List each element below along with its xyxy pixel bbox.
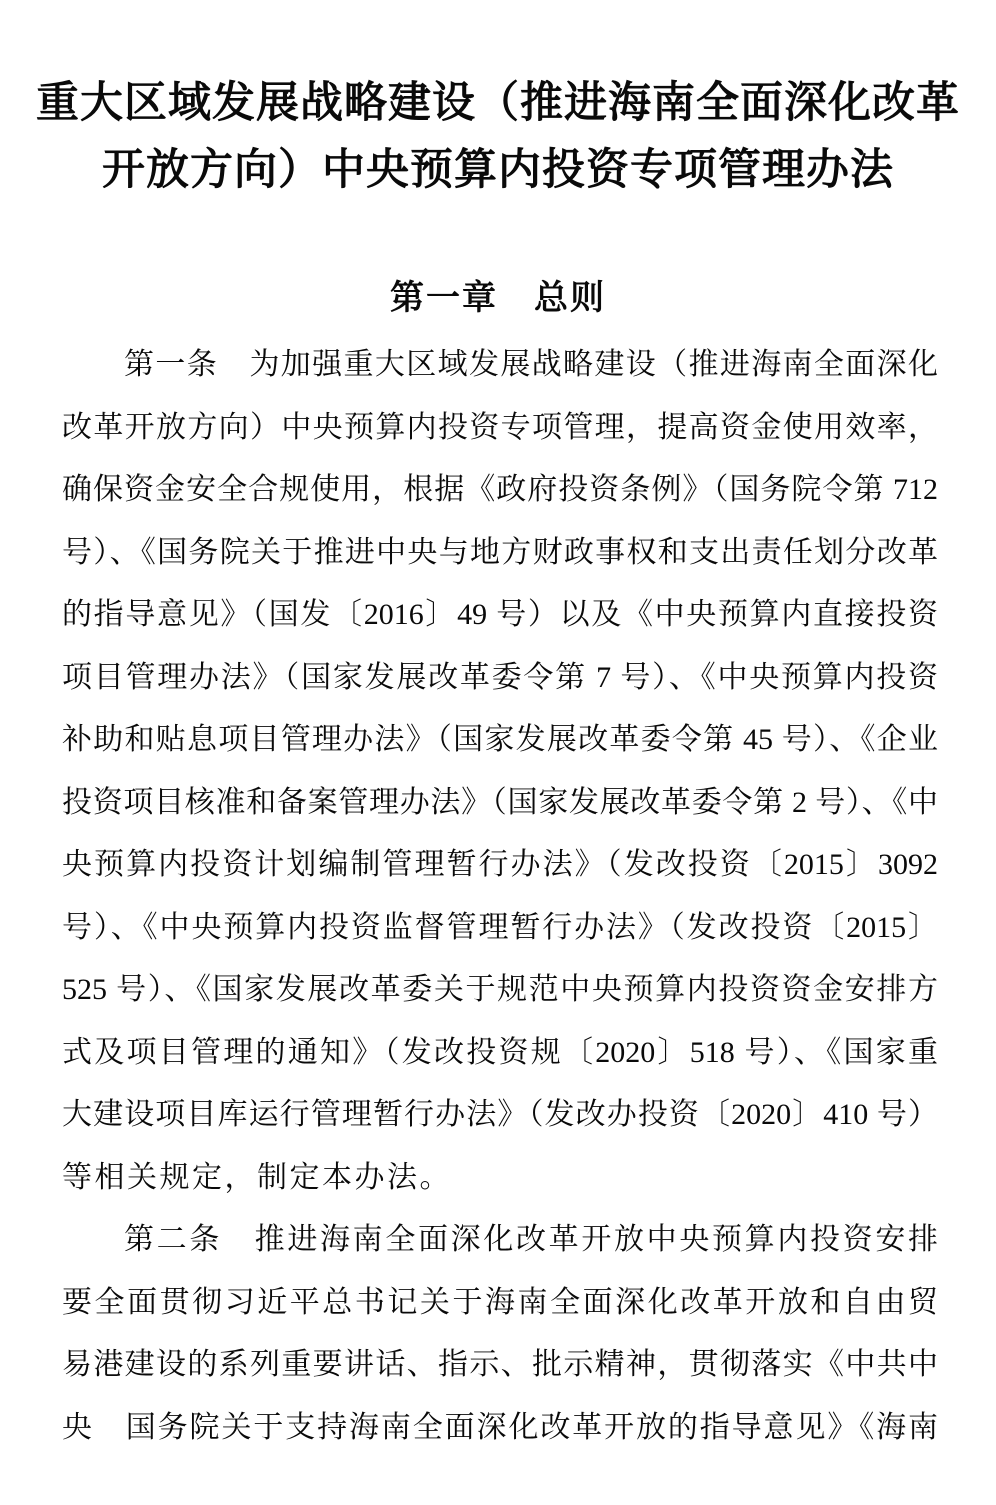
text-line: 号）、《中央预算内投资监督管理暂行办法》（发改投资〔2015〕 bbox=[62, 910, 938, 944]
text-line: 央预算内投资计划编制管理暂行办法》（发改投资〔2015〕3092 bbox=[62, 848, 938, 881]
text-line: 易港建设的系列重要讲话、指示、批示精神，贯彻落实《中共中 bbox=[62, 1348, 938, 1381]
text-line: 改革开放方向）中央预算内投资专项管理，提高资金使用效率， bbox=[62, 410, 938, 444]
text-line: 央 国务院关于支持海南全面深化改革开放的指导意见》《海南 bbox=[62, 1410, 938, 1444]
paragraph bbox=[62, 1209, 938, 1459]
text-line: 要全面贯彻习近平总书记关于海南全面深化改革开放和自由贸 bbox=[62, 1285, 938, 1319]
text-line: 号）、《国务院关于推进中央与地方财政事权和支出责任划分改革 bbox=[62, 535, 938, 569]
chapter-heading: 第一章 总则 bbox=[390, 279, 606, 317]
text-line: 525 号）、《国家发展改革委关于规范中央预算内投资资金安排方 bbox=[62, 973, 938, 1006]
text-line: 补助和贴息项目管理办法》（国家发展改革委令第 45 号）、《企业 bbox=[62, 723, 938, 756]
text-line: 等相关规定，制定本办法。 bbox=[62, 1160, 452, 1194]
text-line: 大建设项目库运行管理暂行办法》（发改办投资〔2020〕410 号） bbox=[62, 1098, 938, 1131]
text-line: 的指导意见》（国发〔2016〕49 号）以及《中央预算内直接投资 bbox=[62, 598, 938, 631]
document-title bbox=[28, 70, 968, 204]
document-title-line-2: 开放方向）中央预算内投资专项管理办法 bbox=[102, 147, 894, 194]
text-line: 式及项目管理的通知》（发改投资规〔2020〕518 号）、《国家重 bbox=[62, 1035, 938, 1069]
document-body bbox=[62, 334, 938, 1459]
paragraph bbox=[62, 334, 938, 1209]
text-line: 项目管理办法》（国家发展改革委令第 7 号）、《中央预算内投资 bbox=[62, 660, 938, 694]
text-line: 投资项目核准和备案管理办法》（国家发展改革委令第 2 号）、《中 bbox=[62, 785, 938, 819]
text-line: 第二条 推进海南全面深化改革开放中央预算内投资安排 bbox=[124, 1223, 938, 1256]
document-title-line-1: 重大区域发展战略建设（推进海南全面深化改革 bbox=[36, 80, 960, 127]
text-line: 第一条 为加强重大区域发展战略建设（推进海南全面深化 bbox=[124, 348, 938, 381]
text-line: 确保资金安全合规使用，根据《政府投资条例》（国务院令第 712 bbox=[62, 473, 938, 506]
